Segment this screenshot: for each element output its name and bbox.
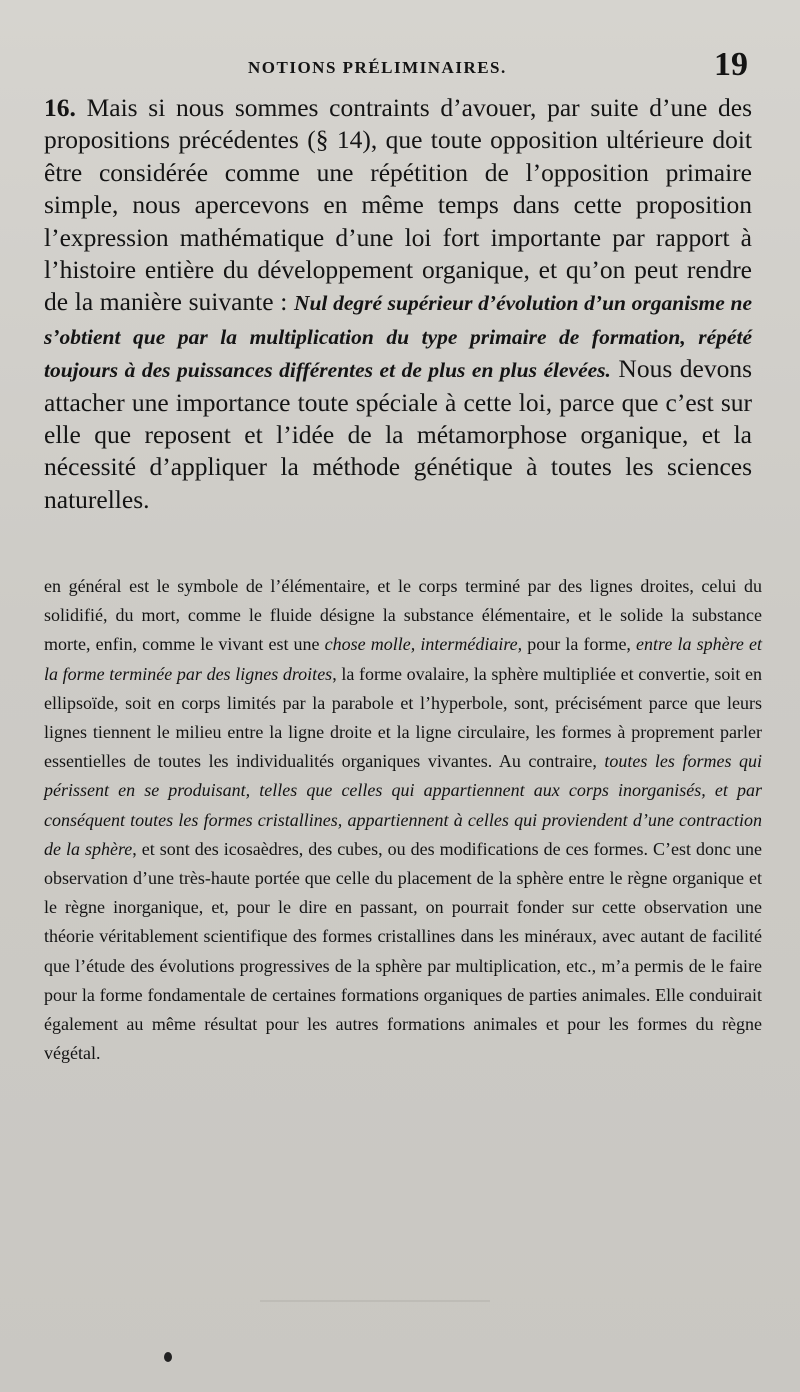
footnote-italic-1: chose molle, intermédiaire, bbox=[324, 634, 523, 655]
footnote-segment-4: , et sont des icosaèdres, des cubes, ou des modifications de ces formes. C’est donc une observation d’une très-haute portée que celle du placement de la sphère entre le règne organique et le règne inorganique, et, pour le dire en passant, on pourrait fonder sur cette observation une théorie véritablement scientifique des formes cristallines dans les minéraux, avec autant de facilité que l’étude des évolutions progressives de la sphère par multiplication, etc., m’a permis de le faire pour la forme fondamentale de certaines formations organiques de parties animales. Elle conduirait également au même résultat pour les autres formations animales et pour les formes du règne végétal. bbox=[44, 838, 762, 1064]
footnote-italic-3: toutes les formes qui périssent en se produisant, telles que celles qui appartiennent aux corps inorganisés, et par conséquent toutes les formes cristallines, appartiennent à celles qui proviendent d’une contraction de la sphère bbox=[44, 751, 762, 859]
page-number: 19 bbox=[714, 46, 748, 83]
paragraph-16 bbox=[44, 92, 752, 516]
paragraph-text-before-law: Mais si nous sommes contraints d’avouer, par suite d’une des propositions précédentes (§ 14), que toute opposition ultérieure doit être considérée comme une répétition de l’opposition primaire simple, nous apercevons en même temps dans cette proposition l’expression mathématique d’une loi fort importante par rapport à l’histoire entière du développement organique, et qu’on peut rendre de la manière suivante : bbox=[44, 93, 752, 317]
law-statement: Nul degré supérieur d’évolution d’un organisme ne s’obtient que par la multiplication du type primaire de formation, répété toujours à des puissances différentes et de plus en plus élevées. bbox=[44, 291, 752, 383]
show-through-mark bbox=[260, 1300, 490, 1302]
footnote-italic-2: entre la sphère et la forme terminée par des lignes droites bbox=[44, 634, 762, 684]
running-title: NOTIONS PRÉLIMINAIRES. bbox=[248, 58, 507, 77]
paragraph-number: 16. bbox=[44, 93, 76, 122]
ink-spot bbox=[164, 1352, 172, 1362]
footnote-segment-2: pour la forme, bbox=[522, 634, 637, 655]
footnote-segment-1: en général est le symbole de l’élémentaire, et le corps terminé par des lignes droites, celui du solidifié, du mort, comme le fluide désigne la substance élémentaire, et le solide la substance morte, enfin, comme le vivant est une bbox=[44, 576, 762, 655]
footnote-continuation bbox=[44, 572, 762, 1068]
footnote-segment-3: , la forme ovalaire, la sphère multipliée et convertie, soit en ellipsoïde, soit en corps limités par la parabole et l’hyperbole, sont, précisément parce que leurs lignes tiennent le milieu entre la ligne droite et la ligne circulaire, les formes à proprement parler essentielles de toutes les individualités organiques vivantes. Au contraire, bbox=[44, 663, 762, 772]
paragraph-text-after-law: Nous devons attacher une importance toute spéciale à cette loi, parce que c’est sur elle que reposent et l’idée de la métamorphose organique, et la nécessité d’appliquer la méthode génétique à toutes les sciences naturelles. bbox=[44, 354, 752, 514]
